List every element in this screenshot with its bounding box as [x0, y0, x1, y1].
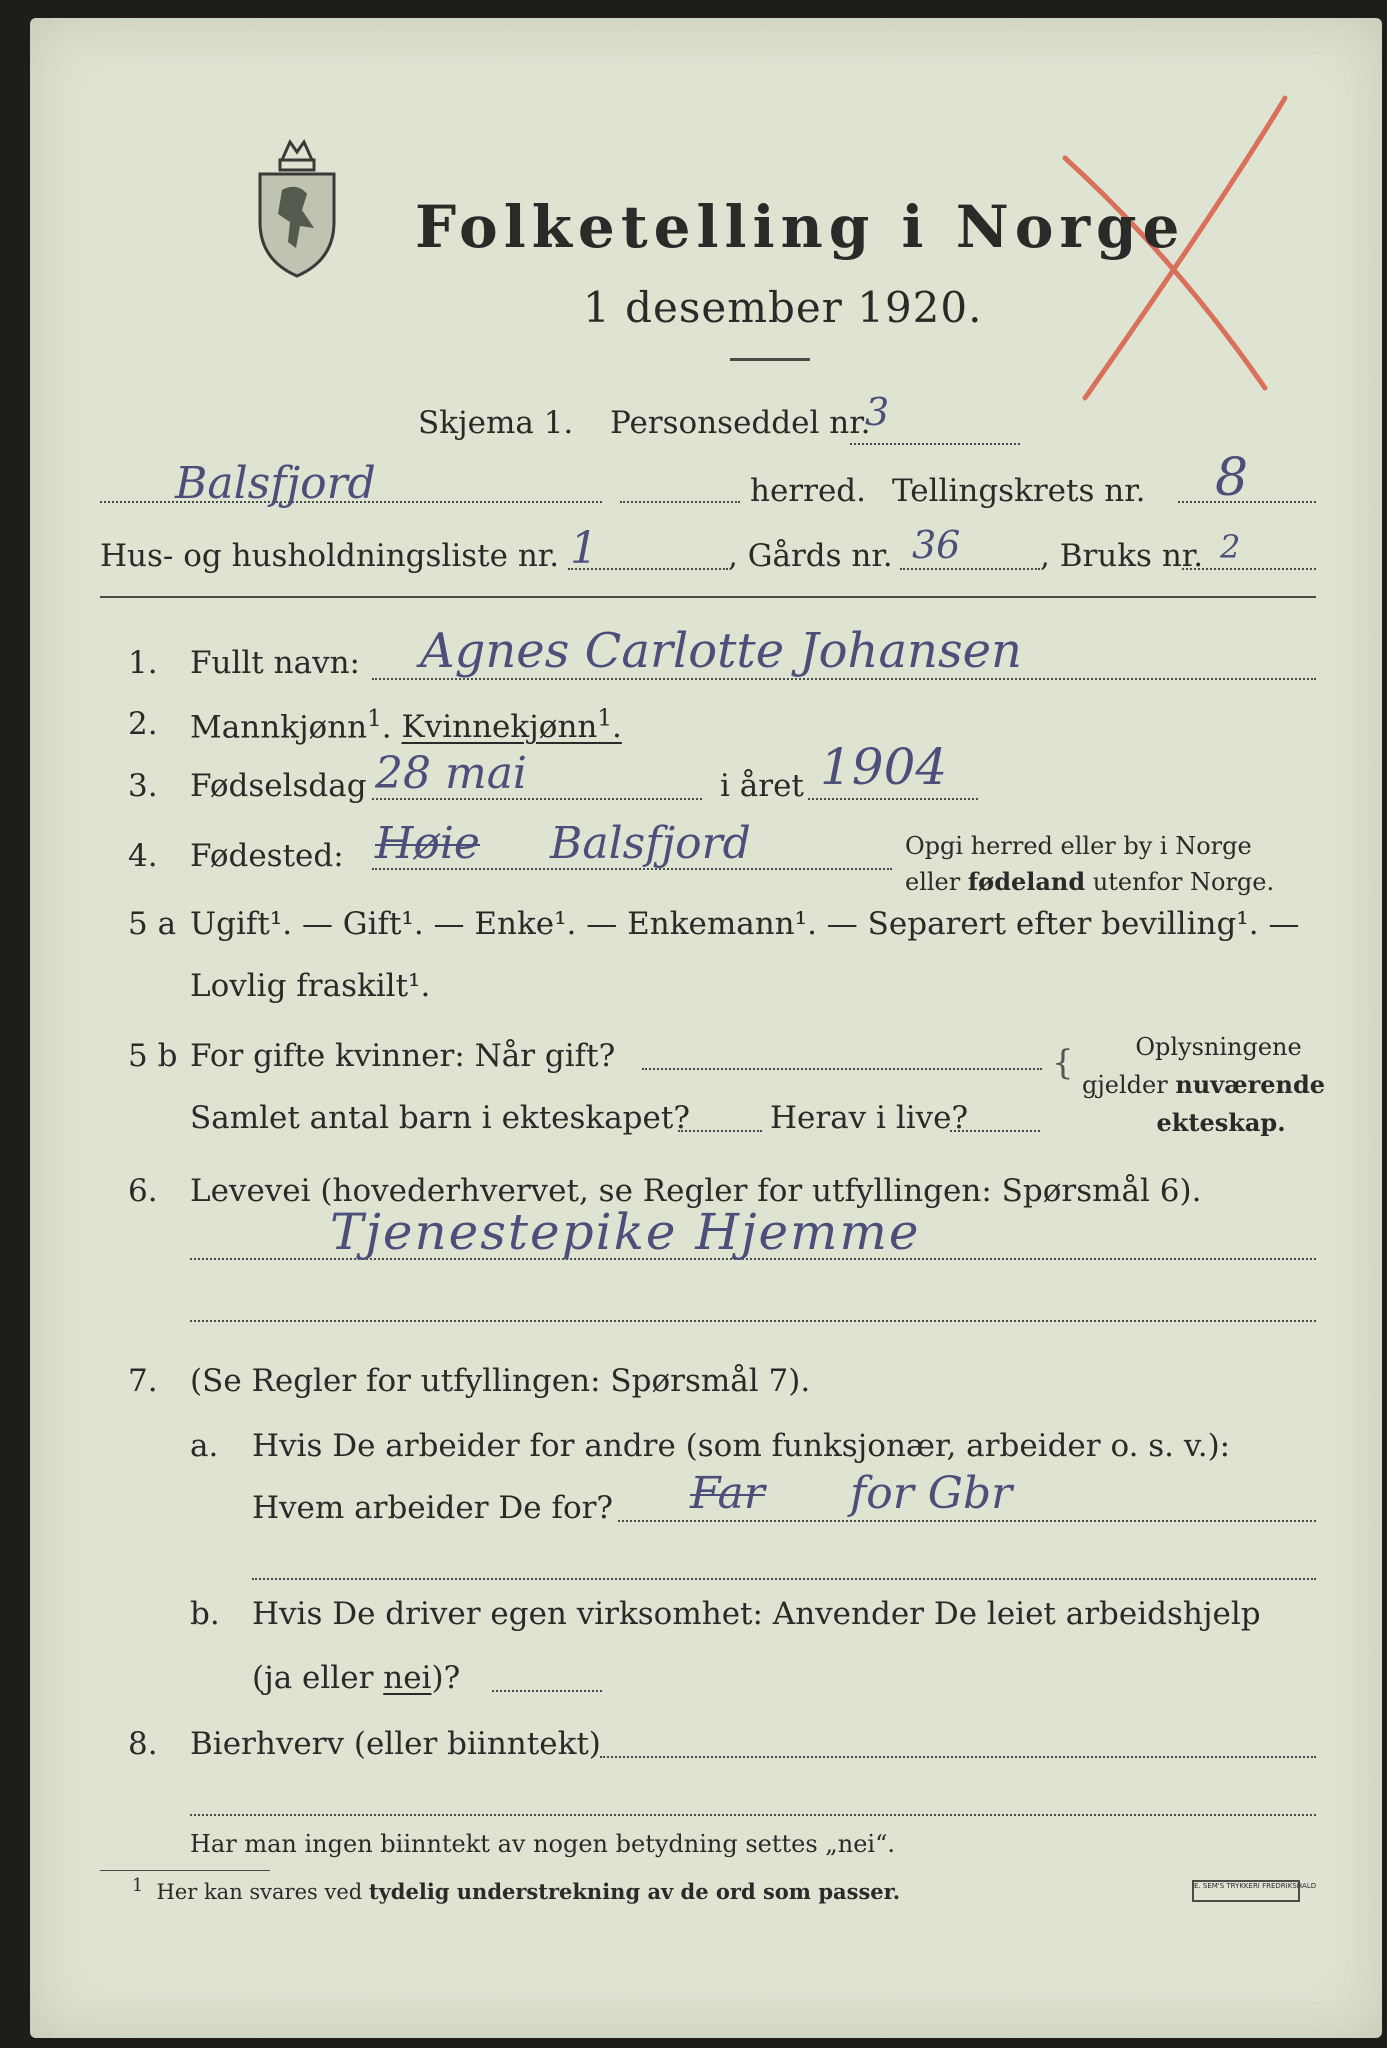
- q6-number: 6.: [128, 1173, 158, 1209]
- gards-value[interactable]: 36: [912, 523, 961, 567]
- q1-number: 1.: [128, 645, 158, 681]
- birthday-value[interactable]: 28 mai: [375, 748, 528, 799]
- alive-count-label: Herav i live?: [770, 1100, 969, 1136]
- skjema-label: Skjema 1.: [418, 405, 574, 441]
- kvinnekjonn-option[interactable]: Kvinnekjønn$^1$.: [401, 706, 622, 746]
- occupation-value[interactable]: Tjenestepike Hjemme: [330, 1203, 921, 1261]
- hired-help-question[interactable]: (ja eller nei)?: [252, 1660, 461, 1696]
- personseddel-value[interactable]: 3: [865, 390, 890, 434]
- printer-stamp: E. SEM'S TRYKKERI FREDRIKSHALD: [1192, 1880, 1300, 1902]
- q2-options: Mannkjønn$^1$. Kvinnekjønn$^1$.: [190, 706, 622, 746]
- year-label: i året: [720, 768, 804, 804]
- employer-label: Hvem arbeider De for?: [252, 1490, 614, 1526]
- q7-label: (Se Regler for utfyllingen: Spørsmål 7).: [190, 1363, 811, 1399]
- note-text: Har man ingen biinntekt av nogen betydning settes „nei“.: [190, 1830, 895, 1858]
- q1-label: Fullt navn:: [190, 645, 360, 681]
- full-name-value[interactable]: Agnes Carlotte Johansen: [420, 623, 1022, 679]
- q5b-number: 5 b: [128, 1038, 178, 1074]
- q5a-number: 5 a: [128, 906, 177, 942]
- census-date: 1 desember 1920.: [583, 283, 983, 332]
- tellingskrets-value[interactable]: 8: [1215, 448, 1249, 508]
- q4-number: 4.: [128, 838, 158, 874]
- employer-value[interactable]: for Gbr: [850, 1468, 1013, 1519]
- q7b-letter: b.: [190, 1596, 220, 1632]
- form-title: Folketelling i Norge: [415, 193, 1186, 261]
- q3-label: Fødselsdag: [190, 768, 367, 804]
- coat-of-arms-icon: [252, 130, 342, 280]
- husholdningsliste-label: Hus- og husholdningsliste nr.: [100, 538, 560, 574]
- birthplace-value[interactable]: Balsfjord: [550, 818, 751, 869]
- footnote: $^1$ Her kan svares ved tydelig understrekning av de ord som passer.: [132, 1876, 901, 1904]
- q8-number: 8.: [128, 1726, 158, 1762]
- q7a-question: Hvis De arbeider for andre (som funksjonær, arbeider o. s. v.):: [252, 1428, 1231, 1464]
- census-form: Folketelling i Norge 1 desember 1920. Skjema 1. Personseddel nr. 3 Balsfjord herred. Tellingskrets nr. 8 Hus- og husholdningsliste nr. 1 , Gårds nr. 36 , Bruks nr. 2 1. Fullt navn: Agnes Carlotte Johansen 2. Mannkjønn$^1$. Kvinnekjønn$^1$. 3. Fødselsdag 28 mai i året 1904 4. Fødested: Høie Balsfjord Opgi herred eller by i Norge eller fødeland utenfor Norge. 5 a Ugift¹. — Gift¹. — Enke¹. — Enkemann¹. — Separert efter bevilling¹. — Lovlig fraskilt¹. 5 b For gifte kvinner: Når gift? Samlet antal barn i ekteskapet? Herav i live? { Oplysningene gjelder nuværende ekteskap. 6. Levevei (hovederhvervet, se Regler for utfyllingen: Spørsmål 6). Tjenestepike Hjemme 7. (Se Regler for utfyllingen: Spørsmål 7). a. Hvis De arbeider for andre (som funksjonær, arbeider o. s. v.): Hvem arbeider De for? Far for Gbr b. Hvis De driver egen virksomhet: Anvender De leiet arbeidshjelp (ja eller nei)? 8. Bierhverv (eller biinntekt) Har man ingen biinntekt av nogen betydning settes „nei“. $^1$ Her kan svares ved tydelig understrekning av de ord som passer. E. SEM'S TRYKKERI FREDRIKSHALD: [30, 18, 1382, 2038]
- herred-value[interactable]: Balsfjord: [175, 458, 376, 509]
- tellingskrets-label: Tellingskrets nr.: [892, 473, 1146, 509]
- q3-number: 3.: [128, 768, 158, 804]
- side-income-label: Bierhverv (eller biinntekt): [190, 1726, 601, 1762]
- birth-year-value[interactable]: 1904: [820, 738, 948, 796]
- q2-number: 2.: [128, 706, 158, 742]
- lovlig-fraskilt-option[interactable]: Lovlig fraskilt¹.: [190, 968, 431, 1004]
- personseddel-label: Personseddel nr.: [610, 405, 871, 441]
- bruks-value[interactable]: 2: [1220, 528, 1241, 566]
- q7b-question: Hvis De driver egen virksomhet: Anvender De leiet arbeidshjelp: [252, 1596, 1261, 1632]
- children-count-label: Samlet antal barn i ekteskapet?: [190, 1100, 690, 1136]
- marriage-note: Oplysningene gjelder nuværende ekteskap.: [1082, 1033, 1326, 1137]
- bruks-label: , Bruks nr.: [1040, 538, 1204, 574]
- birthplace-struck: Høie: [375, 818, 480, 869]
- husholdningsliste-value[interactable]: 1: [570, 523, 598, 574]
- herred-label: herred.: [750, 473, 866, 509]
- marital-status-options[interactable]: Ugift¹. — Gift¹. — Enke¹. — Enkemann¹. — Separert efter bevilling¹. —: [190, 906, 1300, 942]
- gards-label: , Gårds nr.: [728, 538, 893, 574]
- mannkjonn-option[interactable]: Mannkjønn: [190, 709, 368, 746]
- birthplace-note: Opgi herred eller by i Norge eller fødeland utenfor Norge.: [905, 832, 1275, 896]
- employer-struck: Far: [690, 1468, 765, 1519]
- q7-number: 7.: [128, 1363, 158, 1399]
- occupation-label: Levevei (hovederhvervet, se Regler for utfyllingen: Spørsmål 6).: [190, 1173, 1202, 1209]
- q7a-letter: a.: [190, 1428, 219, 1464]
- q4-label: Fødested:: [190, 838, 344, 874]
- married-when-label: For gifte kvinner: Når gift?: [190, 1038, 616, 1074]
- title-divider: [730, 358, 810, 361]
- footnote-divider: [100, 1870, 270, 1871]
- section-divider: [100, 596, 1316, 598]
